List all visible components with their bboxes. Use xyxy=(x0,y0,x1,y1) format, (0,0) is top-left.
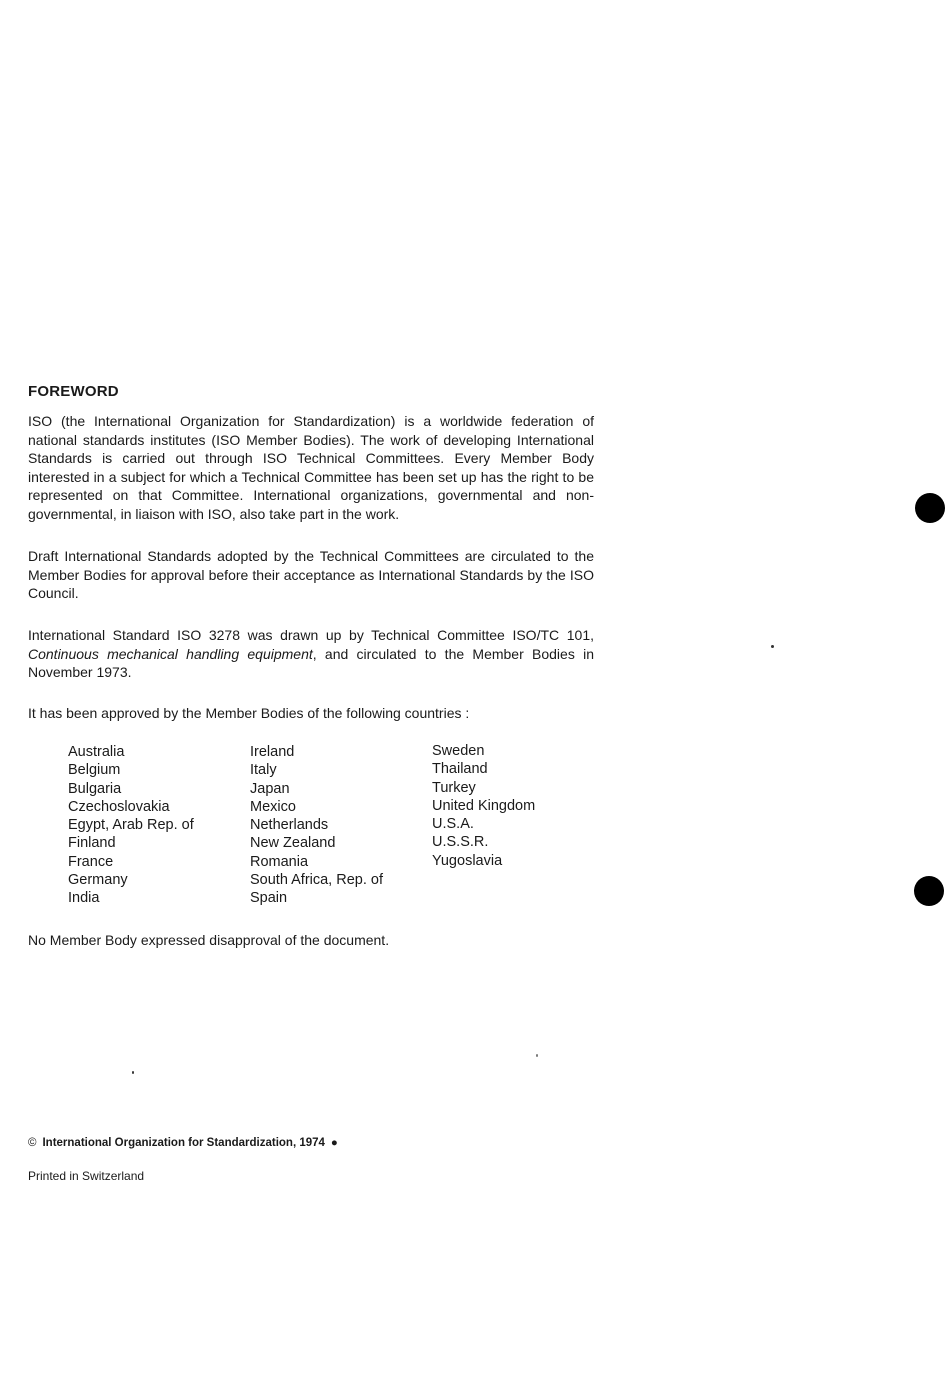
foreword-heading: FOREWORD xyxy=(28,383,119,400)
country-item: Australia xyxy=(68,744,125,760)
country-item: U.S.S.R. xyxy=(432,834,489,851)
country-item: Netherlands xyxy=(250,817,329,834)
paragraph-draft-standards: Draft International Standards adopted by the Technical Committees are circulated to the Member Bodies for approval before their acceptance as International Standards by the ISO Council. xyxy=(28,548,594,602)
country-item: Sweden xyxy=(432,743,485,759)
country-item: Thailand xyxy=(432,761,488,778)
copyright-bullet: ● xyxy=(330,1137,338,1149)
printed-location: Printed in Switzerland xyxy=(28,1169,145,1183)
country-item: Yugoslavia xyxy=(432,852,503,869)
country-list xyxy=(68,743,608,913)
paragraph-iso-federation: ISO (the International Organization for Standardization) is a worldwide federation of national standards institutes (ISO Member Bodies). The work of developing International Standards is carried out through ISO Technical Committees. Every Member Body interested in a subject for which a Technical Committee has been set up has the right to be represented on that Committee. International organizations, governmental and non-governmental, in liaison with ISO, also take part in the work. xyxy=(28,413,594,522)
country-item: United Kingdom xyxy=(432,797,536,814)
country-item: Mexico xyxy=(250,798,296,815)
country-item: Czechoslovakia xyxy=(68,798,170,815)
copyright-notice xyxy=(28,1137,338,1149)
country-item: Germany xyxy=(68,872,128,889)
scan-speck xyxy=(132,1071,134,1074)
country-item: Spain xyxy=(250,890,288,907)
country-item: New Zealand xyxy=(250,835,336,852)
paragraph-approval-intro: It has been approved by the Member Bodies of the following countries : xyxy=(28,705,470,721)
punch-hole-bottom xyxy=(914,876,944,906)
standard-origin-text: International Standard ISO 3278 was drawn up by Technical Committee ISO/TC 101, xyxy=(28,627,594,643)
copyright-text: International Organization for Standardization, 1974 xyxy=(42,1137,325,1149)
country-item: Finland xyxy=(68,835,116,852)
country-item: France xyxy=(68,853,114,870)
copyright-symbol: © xyxy=(28,1137,37,1149)
country-item: Ireland xyxy=(250,744,295,760)
country-item: Romania xyxy=(250,853,309,870)
country-item: South Africa, Rep. of xyxy=(250,872,383,889)
scan-speck xyxy=(771,645,774,648)
country-column-1 xyxy=(68,743,194,908)
punch-hole-top xyxy=(915,493,945,523)
committee-title: Continuous mechanical handling equipment xyxy=(28,645,313,662)
scan-speck xyxy=(536,1054,538,1057)
country-item: Japan xyxy=(250,780,290,797)
country-item: Bulgaria xyxy=(68,780,122,797)
country-item: India xyxy=(68,890,100,907)
country-column-2 xyxy=(250,743,383,908)
paragraph-standard-origin xyxy=(28,626,594,682)
paragraph-no-disapproval: No Member Body expressed disapproval of the document. xyxy=(28,932,390,948)
country-item: Belgium xyxy=(68,762,121,779)
standard-origin-text-end: , and circulated to the Member Bodies in November 1973. xyxy=(28,645,594,681)
country-item: Turkey xyxy=(432,779,476,796)
country-item: U.S.A. xyxy=(432,816,474,833)
country-item: Italy xyxy=(250,762,277,779)
country-column-3 xyxy=(432,742,535,870)
country-item: Egypt, Arab Rep. of xyxy=(68,817,194,834)
